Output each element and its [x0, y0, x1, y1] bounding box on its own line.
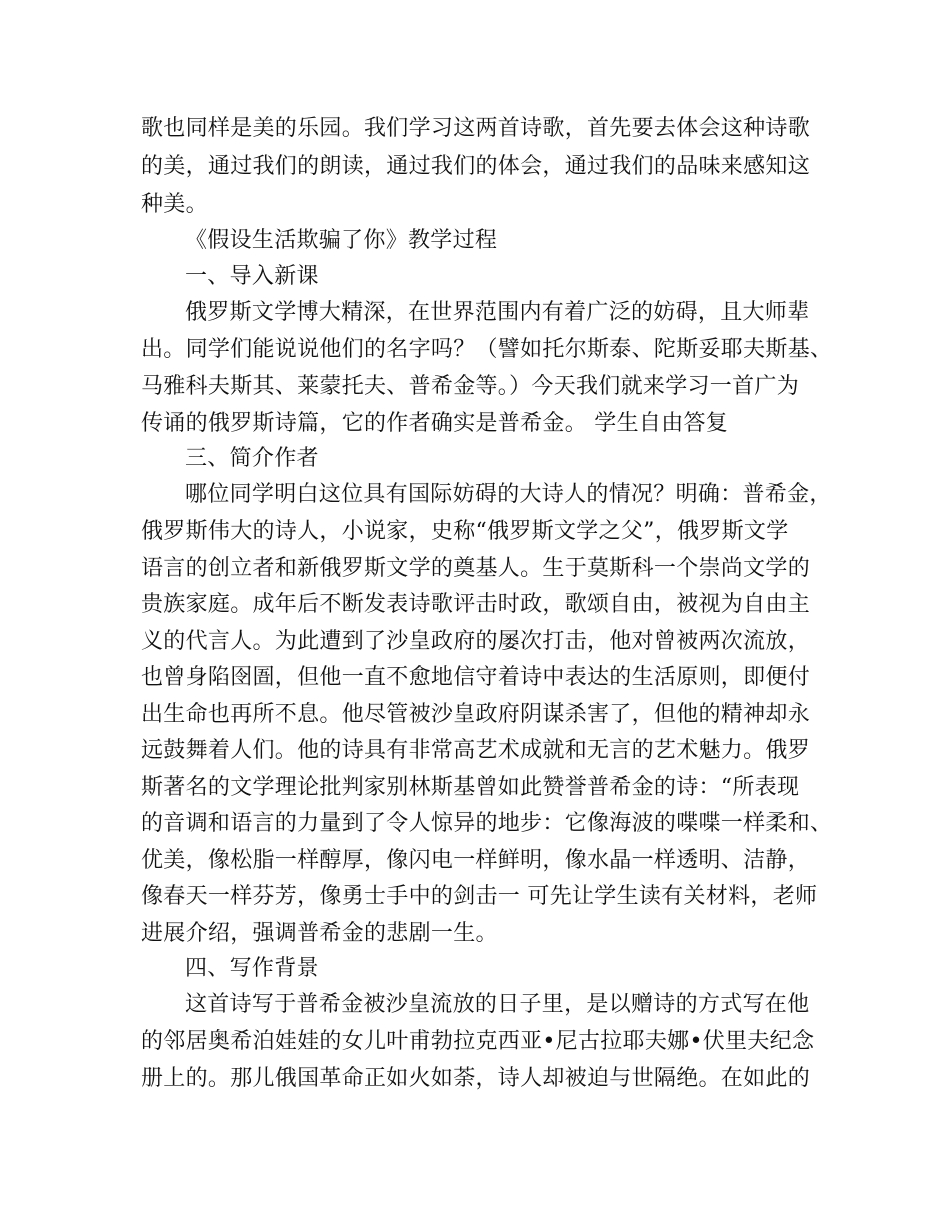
text-line: 也曾身陷囹圄，但他一直不愈地信守着诗中表达的生活原则，即便付: [141, 665, 811, 690]
text-line: 的美，通过我们的朗读，通过我们的体会，通过我们的品味来感知这: [141, 154, 811, 179]
text-line: 的邻居奥希泊娃娃的女儿叶甫勃拉克西亚•尼古拉耶夫娜•伏里夫纪念: [141, 1029, 815, 1054]
text-line: 俄罗斯文学博大精深，在世界范围内有着广泛的妨碍，且大师辈: [185, 300, 810, 325]
section-heading: 《假设生活欺骗了你》教学过程: [185, 228, 498, 253]
section-heading: 一、导入新课: [185, 264, 319, 289]
text-line: 优美，像松脂一样醇厚，像闪电一样鲜明，像水晶一样透明、洁静，: [141, 848, 811, 873]
text-line: 像春天一样芬芳，像勇士手中的剑击一 可先让学生读有关材料，老师: [141, 884, 818, 909]
text-line: 进展介绍，强调普希金的悲剧一生。: [141, 921, 498, 946]
text-line: 俄罗斯伟大的诗人，小说家，史称“俄罗斯文学之父”，俄罗斯文学: [141, 519, 789, 544]
text-line: 传诵的俄罗斯诗篇，它的作者确实是普希金。 学生自由答复: [141, 411, 729, 436]
text-line: 哪位同学明白这位具有国际妨碍的大诗人的情况？明确：普希金，: [185, 482, 832, 507]
text-line: 马雅科夫斯其、莱蒙托夫、普希金等。）今天我们就来学习一首广为: [141, 374, 800, 399]
section-heading: 三、简介作者: [185, 446, 319, 471]
text-line: 远鼓舞着人们。他的诗具有非常高艺术成就和无言的艺术魅力。俄罗: [141, 738, 811, 763]
text-line: 语言的创立者和新俄罗斯文学的奠基人。生于莫斯科一个崇尚文学的: [141, 556, 811, 581]
text-line: 种美。: [141, 192, 208, 217]
text-line: 册上的。那儿俄国革命正如火如荼，诗人却被迫与世隔绝。在如此的: [141, 1066, 811, 1091]
text-line: 斯著名的文学理论批判家别林斯基曾如此赞誉普希金的诗：“所表现: [141, 775, 800, 800]
text-line: 义的代言人。为此遭到了沙皇政府的屡次打击，他对曾被两次流放，: [141, 629, 811, 654]
text-line: 歌也同样是美的乐园。我们学习这两首诗歌，首先要去体会这种诗歌: [141, 116, 811, 141]
text-line: 这首诗写于普希金被沙皇流放的日子里，是以赠诗的方式写在他: [185, 992, 810, 1017]
text-line: 的音调和语言的力量到了令人惊异的地步：它像海波的喋喋一样柔和、: [141, 811, 833, 836]
text-line: 贵族家庭。成年后不断发表诗歌评击时政，歌颂自由，被视为自由主: [141, 592, 811, 617]
text-line: 出生命也再所不息。他尽管被沙皇政府阴谋杀害了，但他的精神却永: [141, 702, 811, 727]
text-line: 出。同学们能说说他们的名字吗？（譬如托尔斯泰、陀斯妥耶夫斯基、: [141, 337, 833, 362]
section-heading: 四、写作背景: [185, 956, 319, 981]
